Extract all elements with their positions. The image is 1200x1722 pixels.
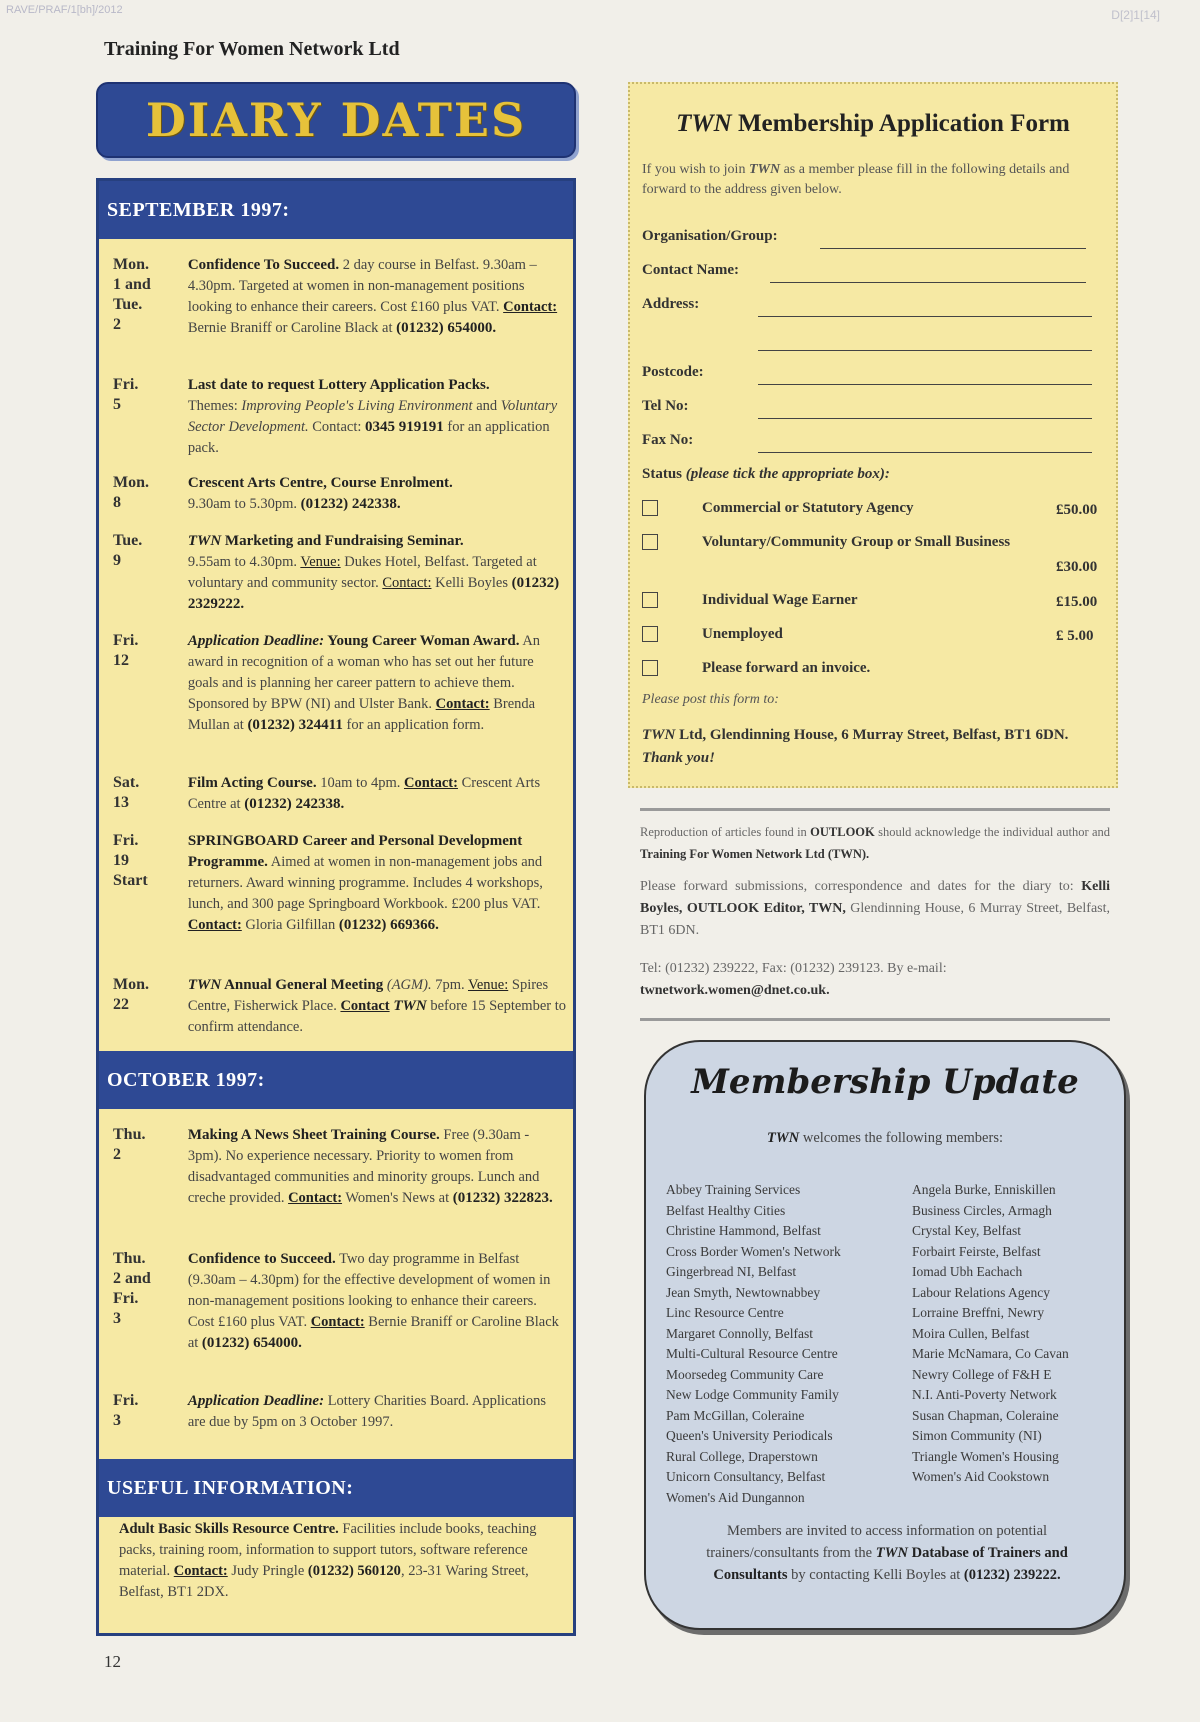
- member-name: Multi-Cultural Resource Centre: [666, 1346, 838, 1361]
- event-date: Mon. 1 and Tue. 2: [113, 256, 151, 333]
- event-text: 2 day course in Belfast. 9.30am – 4.30pm. Targeted at women in non-management positions looking to enhance their careers. Cost £160 plus VAT.: [187, 257, 537, 315]
- member-name: Margaret Connolly, Belfast: [666, 1325, 813, 1341]
- diary-event: [113, 473, 567, 515]
- useful-info-heading: USEFUL INFORMATION:: [107, 1476, 354, 1499]
- october-heading: OCTOBER 1997:: [107, 1068, 265, 1091]
- event-title: SPRINGBOARD Career and Personal Development Programme.: [187, 833, 523, 870]
- form-intro-text: If you wish to join: [642, 162, 749, 177]
- event-contact: Women's News at: [342, 1190, 453, 1206]
- event-contact: Kelli Boyles: [431, 575, 512, 591]
- member-name: New Lodge Community Family: [666, 1387, 839, 1402]
- org-field-line[interactable]: [820, 248, 1086, 249]
- status-option[interactable]: [642, 590, 1112, 611]
- event-phone: (01232) 654000.: [396, 320, 497, 336]
- event-body: [188, 531, 567, 615]
- status-option-price: £15.00: [1056, 594, 1098, 610]
- diary-box: [96, 178, 576, 1636]
- event-date: Mon. 22: [113, 976, 149, 1013]
- event-date: Fri. 19 Start: [113, 832, 148, 889]
- useful-info-phone: (01232) 560120: [307, 1563, 401, 1579]
- event-body: [188, 975, 567, 1038]
- event-contact-label: Contact:: [312, 419, 362, 435]
- page-reference: D[2]1[14]: [1111, 8, 1160, 22]
- reproduction-note: [640, 822, 1110, 866]
- status-label: [642, 466, 890, 483]
- member-name: Linc Resource Centre: [666, 1305, 784, 1320]
- member-name: Crystal Key, Belfast: [912, 1223, 1021, 1238]
- event-theme: Voluntary Sector Development.: [187, 398, 558, 435]
- event-text: 9.30am to 5.30pm.: [187, 496, 301, 512]
- member-name: Labour Relations Agency: [912, 1284, 1050, 1300]
- event-phone: (01232) 2329222.: [187, 575, 560, 612]
- status-label-text: Status: [642, 466, 686, 482]
- editor-name: Kelli Boyles, OUTLOOK Editor, TWN,: [640, 879, 1110, 916]
- divider: [640, 1018, 1110, 1021]
- membership-application-form: [628, 82, 1118, 788]
- event-body: [188, 1125, 567, 1209]
- useful-info-body: [119, 1519, 559, 1603]
- member-name: Forbairt Feirste, Belfast: [912, 1243, 1041, 1259]
- status-checkbox[interactable]: [642, 660, 658, 676]
- membership-footer-text: Members are invited to access information on potential trainers/consultants from the: [706, 1523, 1048, 1561]
- member-name: Simon Community (NI): [912, 1428, 1042, 1443]
- useful-info-title: Adult Basic Skills Resource Centre.: [119, 1521, 339, 1537]
- member-name: Angela Burke, Enniskillen: [912, 1182, 1056, 1197]
- event-title: Annual General Meeting: [221, 977, 384, 993]
- diary-event: [113, 1125, 567, 1209]
- form-address-text: Ltd, Glendinning House, 6 Murray Street, Belfast, BT1 6DN.: [675, 727, 1069, 743]
- status-option[interactable]: [642, 532, 1112, 576]
- status-option-label: Please forward an invoice.: [702, 660, 871, 676]
- event-phone: (01232) 242338.: [300, 496, 401, 512]
- event-body: [188, 773, 567, 815]
- diary-event: [113, 375, 567, 459]
- member-name: Iomad Ubh Eachach: [912, 1264, 1023, 1279]
- event-date: Fri. 3: [113, 1392, 139, 1429]
- status-option-price: £50.00: [1056, 502, 1098, 518]
- status-option-label: Individual Wage Earner: [702, 592, 858, 608]
- event-title: Marketing and Fundraising Seminar.: [221, 533, 464, 549]
- contact-field-line[interactable]: [770, 282, 1086, 283]
- membership-intro: [646, 1130, 1124, 1147]
- useful-info-text: Facilities include books, teaching packs, training room, information to support tutors, software reference material.: [119, 1521, 537, 1579]
- september-heading-bar: [99, 181, 573, 239]
- form-post-instruction: Please post this form to:: [642, 692, 779, 707]
- address-field-line-1[interactable]: [758, 316, 1092, 317]
- event-venue-label: Venue:: [467, 977, 509, 993]
- event-phone: 0345 919191: [365, 419, 444, 435]
- event-venue: Dukes Hotel, Belfast. Targeted at voluntary and community sector.: [187, 554, 537, 591]
- status-option-price: £30.00: [1056, 559, 1098, 575]
- member-name: Newry College of F&H E: [912, 1366, 1052, 1382]
- status-checkbox[interactable]: [642, 534, 658, 550]
- member-name: Susan Chapman, Coleraine: [912, 1407, 1059, 1423]
- database-name: Database of Trainers and Consultants: [713, 1545, 1068, 1583]
- event-text: for an application pack.: [187, 419, 550, 456]
- event-date: Thu. 2: [113, 1126, 146, 1163]
- form-title-text: Membership Application Form: [731, 110, 1070, 137]
- event-text: Two day programme in Belfast (9.30am – 4.30pm) for the effective development of women in non-management positions looking to enhance their careers. Cost £160 plus VAT.: [187, 1251, 551, 1330]
- event-text: and: [472, 398, 501, 414]
- event-text: before 15 September to confirm attendance.: [187, 998, 567, 1035]
- september-heading: SEPTEMBER 1997:: [107, 198, 290, 221]
- event-body: [188, 473, 567, 515]
- event-date: Fri. 5: [113, 376, 139, 413]
- event-contact: Bernie Braniff or Caroline Black at: [187, 320, 397, 336]
- event-phone: (01232) 322823.: [452, 1190, 553, 1206]
- member-name: Unicorn Consultancy, Belfast: [666, 1469, 826, 1484]
- status-option-label: Commercial or Statutory Agency: [702, 500, 914, 516]
- event-venue-label: Venue:: [300, 554, 341, 570]
- event-body: [188, 631, 567, 736]
- status-checkbox[interactable]: [642, 626, 658, 642]
- event-contact: Gloria Gilfillan: [241, 917, 339, 933]
- form-thanks: Thank you!: [642, 750, 715, 766]
- twn-mark: TWN: [389, 998, 427, 1014]
- event-title-italic: Application Deadline:: [187, 1393, 325, 1409]
- address-field-label: Address:: [642, 296, 700, 312]
- event-text: for an application form.: [342, 717, 485, 733]
- status-option-label: Unemployed: [702, 626, 783, 642]
- status-option[interactable]: [642, 658, 1112, 679]
- diary-event: [113, 531, 567, 615]
- event-date: Tue. 9: [113, 532, 143, 569]
- member-name: Belfast Healthy Cities: [666, 1202, 786, 1218]
- event-text: Lottery Charities Board. Applications are due by 5pm on 3 October 1997.: [187, 1393, 546, 1430]
- twn-mark: TWN: [748, 162, 781, 177]
- event-contact-label: Contact:: [310, 1314, 365, 1330]
- event-title: Young Career Woman Award.: [324, 633, 520, 649]
- event-venue: Spires Centre, Fisherwick Place.: [187, 977, 549, 1014]
- membership-intro-text: welcomes the following members:: [799, 1130, 1003, 1146]
- postcode-field-line[interactable]: [758, 384, 1092, 385]
- diary-dates-banner: [96, 82, 576, 158]
- member-name: Christine Hammond, Belfast: [666, 1223, 821, 1238]
- twn-mark: TWN: [642, 727, 676, 743]
- event-text: An award in recognition of a woman who has set out her future goals and is planning her career pattern to achieve them. Sponsored by BPW (NI) and Ulster Bank.: [187, 633, 541, 712]
- event-contact-label: Contact: [340, 998, 390, 1014]
- event-phone: (01232) 324411: [247, 717, 343, 733]
- member-name: Lorraine Breffni, Newry: [912, 1305, 1045, 1320]
- member-name: Abbey Training Services: [666, 1182, 801, 1197]
- event-date: Fri. 12: [113, 632, 139, 669]
- twn-mark: TWN: [676, 110, 732, 137]
- diary-event: [113, 631, 567, 736]
- divider: [640, 808, 1110, 811]
- event-contact-label: Contact:: [187, 917, 242, 933]
- twn-mark: TWN: [875, 1545, 908, 1561]
- event-contact-label: Contact:: [503, 299, 558, 315]
- diary-dates-title: DIARY DATES: [145, 93, 527, 147]
- event-text: 7pm.: [431, 977, 468, 993]
- archive-reference: RAVE/PRAF/1[bh]/2012: [6, 4, 123, 16]
- useful-info-contact: Judy Pringle: [227, 1563, 308, 1579]
- member-name: Women's Aid Cookstown: [912, 1469, 1050, 1484]
- member-name: Moira Cullen, Belfast: [912, 1325, 1030, 1341]
- diary-event: [113, 773, 567, 815]
- member-list-left: [666, 1180, 906, 1508]
- member-list-right: [912, 1180, 1152, 1488]
- member-name: Rural College, Draperstown: [666, 1448, 818, 1464]
- org-name: Training For Women Network Ltd (TWN).: [640, 847, 870, 861]
- event-body: [188, 375, 567, 459]
- event-contact-label: Contact:: [435, 696, 490, 712]
- status-option-price: [1056, 658, 1112, 679]
- member-name: Business Circles, Armagh: [912, 1202, 1052, 1218]
- member-name: Moorsedeg Community Care: [666, 1366, 824, 1382]
- submissions-note: [640, 876, 1110, 942]
- event-contact-label: Contact:: [382, 575, 432, 591]
- event-contact: Brenda Mullan at: [187, 696, 536, 733]
- note-text: Reproduction of articles found in: [640, 825, 811, 839]
- diary-event: [113, 975, 567, 1038]
- form-postal-address: [642, 724, 1108, 770]
- postcode-field-label: Postcode:: [642, 364, 704, 380]
- org-field-label: Organisation/Group:: [642, 228, 778, 244]
- diary-event: [113, 255, 567, 339]
- member-name: Marie McNamara, Co Cavan: [912, 1346, 1069, 1361]
- event-theme: Improving People's Living Environment: [241, 398, 473, 414]
- diary-event: [113, 1249, 567, 1354]
- useful-info-text: , 23-31 Waring Street, Belfast, BT1 2DX.: [119, 1563, 529, 1600]
- twn-mark: TWN: [767, 1130, 800, 1146]
- event-contact: Bernie Braniff or Caroline Black at: [187, 1314, 559, 1351]
- fax-field-line[interactable]: [758, 452, 1092, 453]
- note-text: Please forward submissions, correspondence and dates for the diary to:: [640, 879, 1082, 894]
- outlook-mark: OUTLOOK: [810, 825, 875, 839]
- event-phone: (01232) 654000.: [201, 1335, 302, 1351]
- member-name: Women's Aid Dungannon: [666, 1489, 805, 1505]
- member-name: Cross Border Women's Network: [666, 1243, 841, 1259]
- member-name: Jean Smyth, Newtownabbey: [666, 1284, 821, 1300]
- diary-event: [113, 1391, 567, 1433]
- event-text: Free (9.30am - 3pm). No experience necessary. Priority to women from disadvantaged communities and minority groups. Lunch and creche provided.: [187, 1127, 540, 1206]
- event-title: Crescent Arts Centre, Course Enrolment.: [187, 475, 453, 491]
- membership-footer: [676, 1520, 1098, 1586]
- status-option-price: £ 5.00: [1056, 628, 1094, 644]
- event-body: [188, 255, 567, 339]
- event-title: Confidence to Succeed.: [187, 1251, 336, 1267]
- organisation-header: Training For Women Network Ltd: [104, 38, 400, 60]
- contact-line: Tel: (01232) 239222, Fax: (01232) 239123. By e-mail:: [640, 961, 947, 976]
- useful-info-heading-bar: [99, 1459, 573, 1517]
- page-number: 12: [104, 1652, 121, 1671]
- contact-field-label: Contact Name:: [642, 262, 740, 278]
- membership-phone: (01232) 239222.: [963, 1567, 1061, 1583]
- tel-field-label: Tel No:: [642, 398, 689, 414]
- member-name: Gingerbread NI, Belfast: [666, 1264, 797, 1279]
- twn-mark: TWN: [187, 533, 222, 549]
- form-intro: [642, 160, 1108, 200]
- event-title: Confidence To Succeed.: [187, 257, 340, 273]
- event-text: (AGM).: [383, 977, 432, 993]
- status-option[interactable]: [642, 624, 1112, 645]
- status-checkbox[interactable]: [642, 592, 658, 608]
- member-name: Pam McGillan, Coleraine: [666, 1407, 805, 1423]
- twn-mark: TWN: [187, 977, 222, 993]
- event-contact: Crescent Arts Centre at: [187, 775, 541, 812]
- event-date: Sat. 13: [113, 774, 140, 811]
- membership-footer-text: by contacting Kelli Boyles at: [787, 1567, 964, 1583]
- address-field-line-2[interactable]: [758, 350, 1092, 351]
- event-themes-label: Themes:: [187, 398, 242, 414]
- event-date: Mon. 8: [113, 474, 149, 511]
- event-title: Film Acting Course.: [187, 775, 317, 791]
- event-text: Aimed at women in non-management jobs and returners. Award winning programme. Includes 4 workshops, lunch, and 300 page Springboard Workbook. £200 plus VAT.: [187, 854, 543, 912]
- note-text: should acknowledge the individual author and: [874, 825, 1110, 839]
- event-title: Last date to request Lottery Application Packs.: [187, 377, 490, 393]
- diary-event: [113, 831, 567, 936]
- fax-field-label: Fax No:: [642, 432, 694, 448]
- event-body: [188, 1391, 567, 1433]
- october-heading-bar: [99, 1051, 573, 1109]
- status-option[interactable]: [642, 498, 1112, 519]
- member-name: Queen's University Periodicals: [666, 1428, 833, 1443]
- event-contact-label: Contact:: [288, 1190, 343, 1206]
- event-phone: (01232) 669366.: [338, 917, 439, 933]
- email-address[interactable]: twnetwork.women@dnet.co.uk.: [640, 983, 830, 998]
- event-body: [188, 831, 567, 936]
- event-phone: (01232) 242338.: [244, 796, 345, 812]
- event-title-italic: Application Deadline:: [187, 633, 325, 649]
- event-contact-label: Contact:: [403, 775, 458, 791]
- form-intro-text: as a member please fill in the following details and forward to the address given below.: [642, 162, 1070, 197]
- member-name: N.I. Anti-Poverty Network: [912, 1387, 1057, 1402]
- event-body: [188, 1249, 567, 1354]
- event-text: 9.55am to 4.30pm.: [187, 554, 301, 570]
- tel-field-line[interactable]: [758, 418, 1092, 419]
- form-title: [630, 110, 1116, 138]
- membership-update-title: Membership Update: [691, 1062, 1079, 1102]
- status-checkbox[interactable]: [642, 500, 658, 516]
- event-date: Thu. 2 and Fri. 3: [113, 1250, 151, 1327]
- contact-note: [640, 958, 1110, 1002]
- useful-info-contact-label: Contact:: [173, 1563, 228, 1579]
- status-option-label: Voluntary/Community Group or Small Business: [702, 534, 1011, 550]
- membership-update-panel: [644, 1040, 1126, 1630]
- event-title: Making A News Sheet Training Course.: [187, 1127, 440, 1143]
- note-text: Glendinning House, 6 Murray Street, Belfast, BT1 6DN.: [640, 901, 1111, 938]
- member-name: Triangle Women's Housing: [912, 1448, 1059, 1464]
- event-text: 10am to 4pm.: [316, 775, 404, 791]
- status-note: (please tick the appropriate box):: [685, 466, 890, 482]
